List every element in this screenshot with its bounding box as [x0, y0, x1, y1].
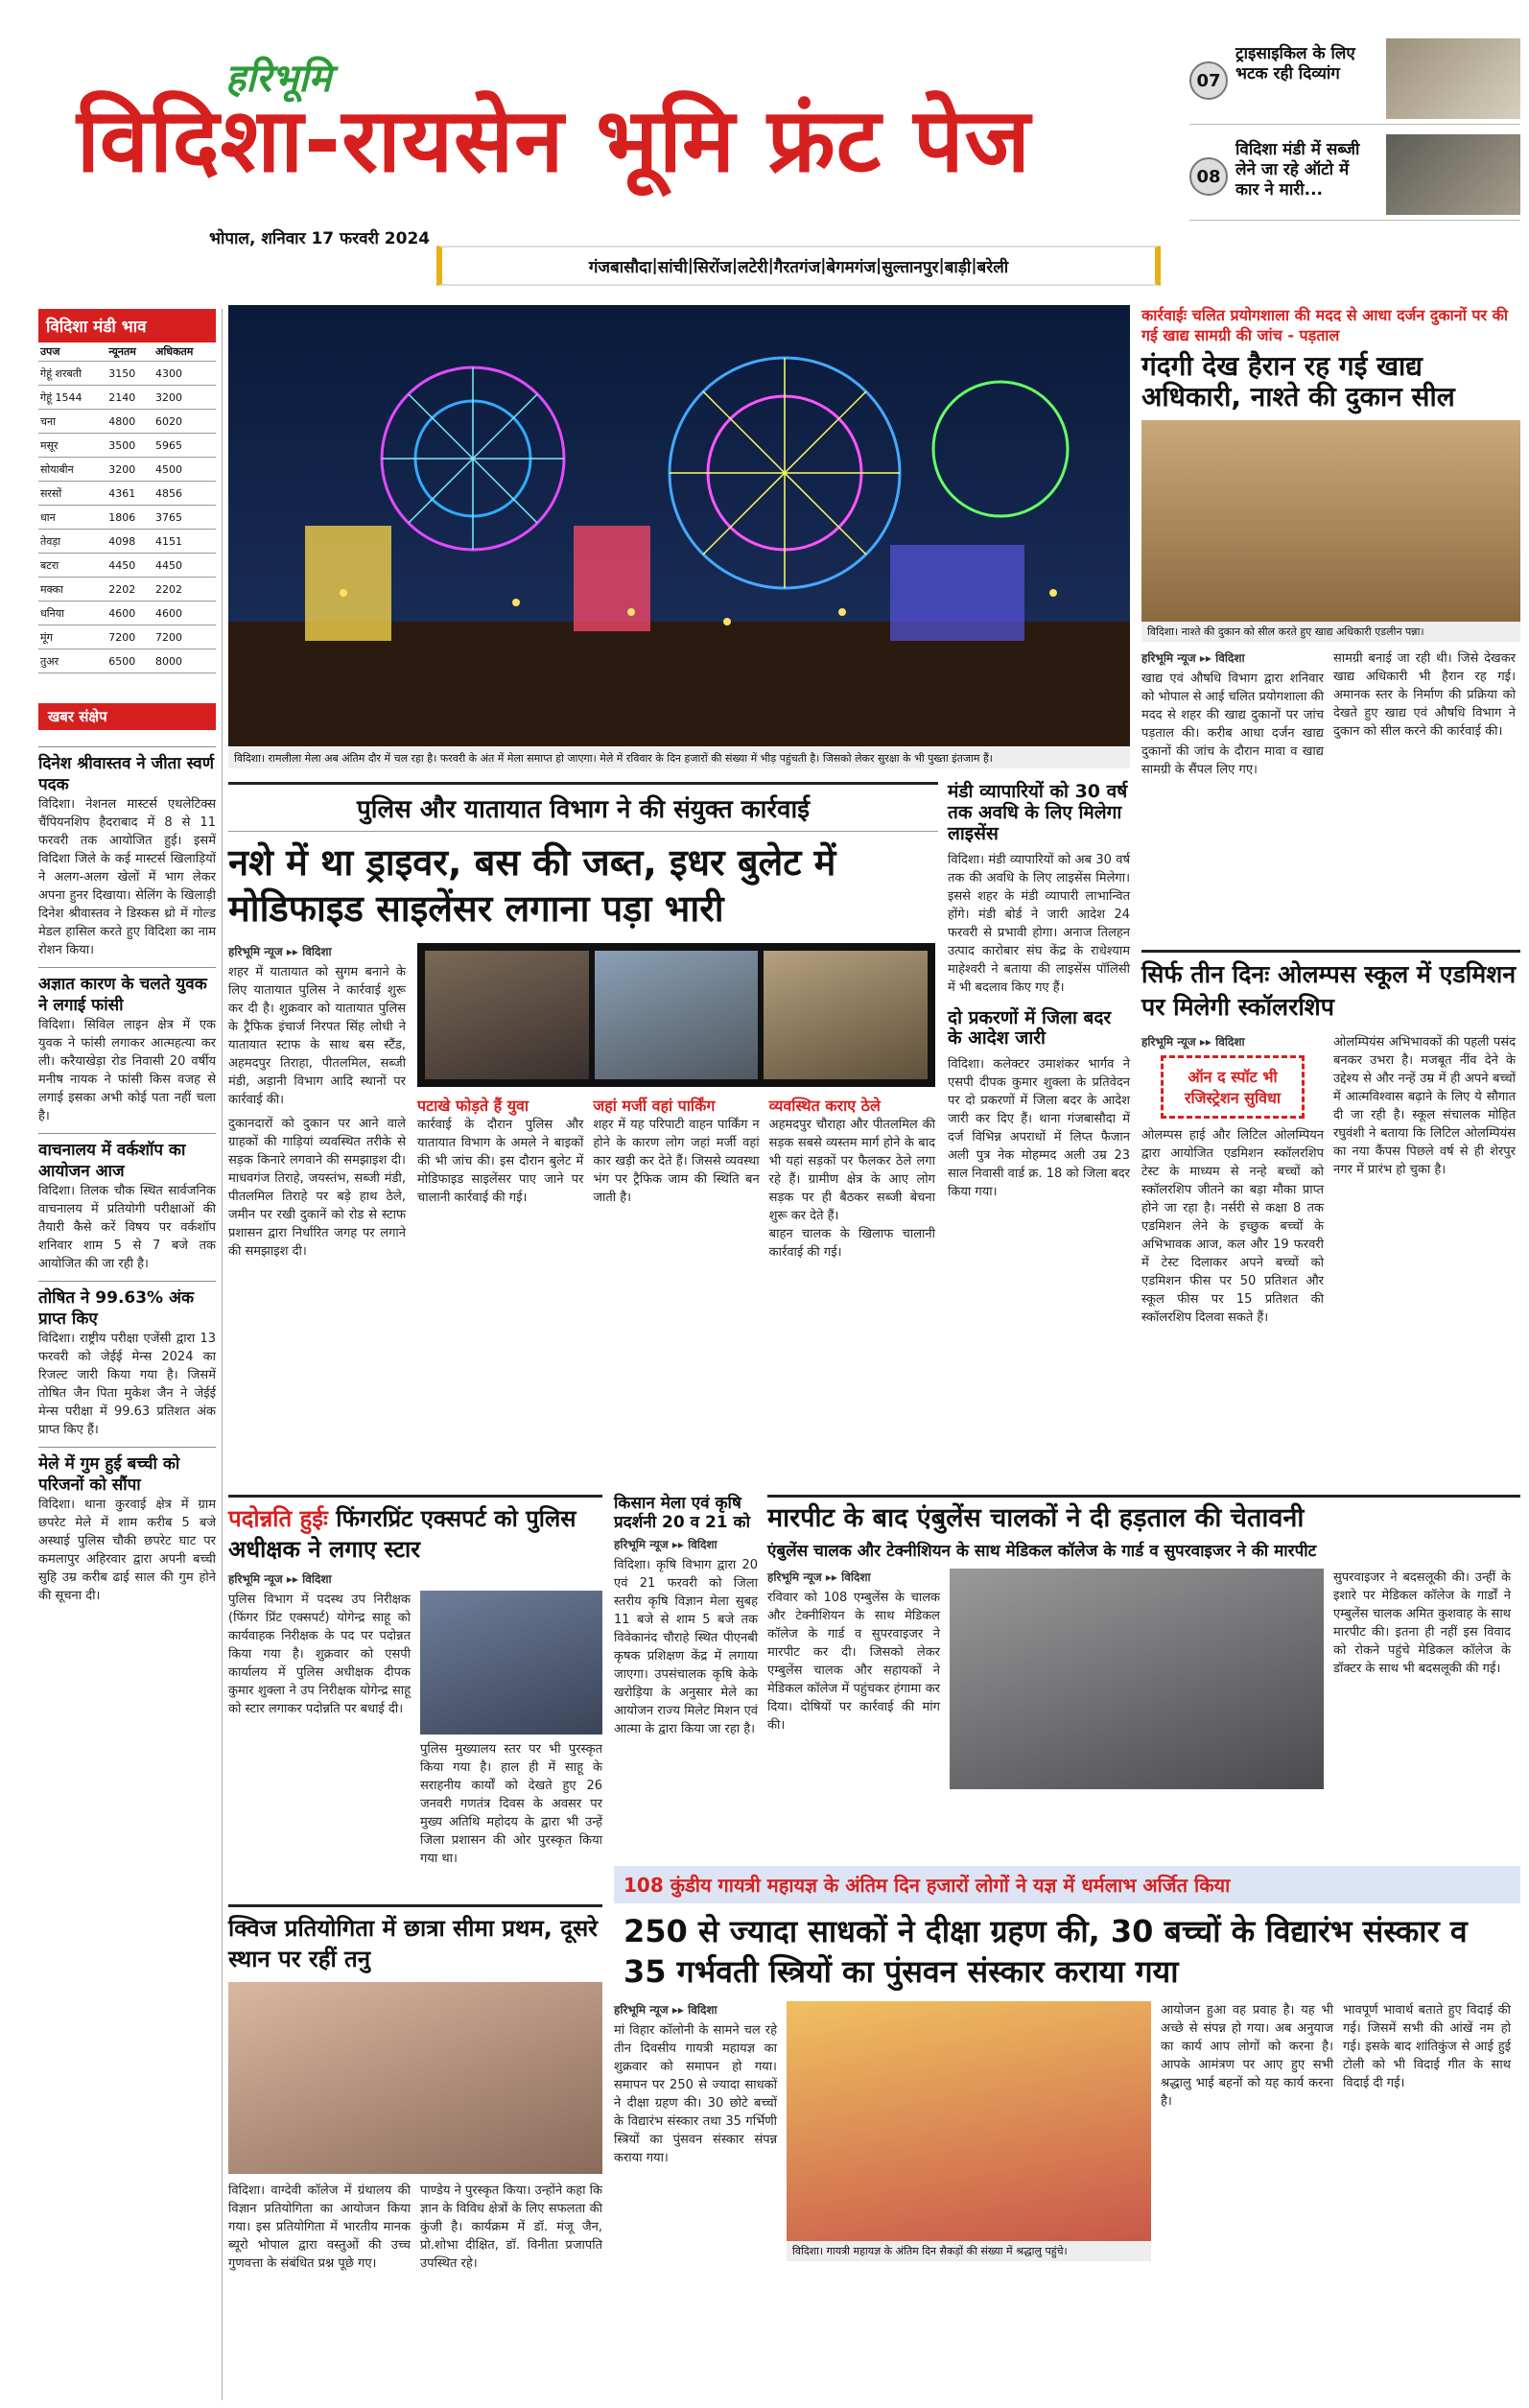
mandi-cell: 1806 [106, 506, 153, 530]
kisan-byline: हरिभूमि न्यूज ▸▸ विदिशा [614, 1538, 717, 1552]
brief-body: विदिशा। सिविल लाइन क्षेत्र में एक युवक ने फांसी लगाकर आत्महत्या कर ली। करैयाखेड़ा रोड निवासी 20 वर्षीय मनीष नायक ने फांसी किस वजह से लगाई इसका अभी कोई पता नहीं चला है। [38, 1018, 216, 1123]
brief-headline: मेले में गुम हुई बच्ची को परिजनों को सौंपा [38, 1447, 216, 1496]
zila-badar-headline: दो प्रकरणों में जिला बदर के आदेश जारी [948, 1006, 1112, 1050]
mandi-header: उपज [38, 342, 106, 362]
nav-separator: | [651, 256, 658, 275]
police-body2: दुकानदारों को दुकान पर आने वाले ग्राहकों की गाड़ियां व्यवस्थित तरीके से सड़क किनारे लगवाने की समझाइश दी। माधवगंज तिराहे, जयस्तंभ, सब्जी मंडी, पीतलमिल तिराहे पर बड़े हाथ ठेले, जमीन पर रखी दुकानें को रोड से स्टाफ प्रशासन द्वारा निर्धारित जगह पर लगाने की समझाइश दी। [228, 1117, 406, 1259]
police-story [228, 782, 938, 1262]
police-tail: बाहन चालक के खिलाफ चालानी कार्रवाई की गई। [768, 1227, 935, 1260]
nav-separator: | [971, 256, 977, 275]
page-title: विदिशा-रायसेन भूमि फ्रंट पेज [77, 89, 1031, 192]
quiz-col1: विदिशा। वाग्देवी कॉलेज में ग्रंथालय की विज्ञान प्रतियोगिता का आयोजन किया गया। इस प्रतियोगिता में भारतीय मानक ब्यूरो भोपाल द्वारा वस्तुओं की उच्च गुणवत्ता के संबंधित प्रश्न पूछे गए। [228, 2184, 411, 2271]
food-kicker: कार्रवाईः चलित प्रयोगशाला की मदद से आधा दर्जन दुकानों पर की गई खाद्य सामग्री की जांच - पड़ताल [1141, 306, 1509, 344]
mandi-cell: 5965 [153, 434, 216, 458]
food-photo [1141, 420, 1520, 622]
ambulance-subhead: एंबुलेंस चालक और टेक्नीशियन के साथ मेडिकल कॉलेज के गार्ड व सुपरवाइजर ने की मारपीट [767, 1542, 1317, 1562]
school-headline: सिर्फ तीन दिनः ओलम्पस स्कूल में एडमिशन पर मिलेगी स्कॉलरशिप [1141, 960, 1517, 1021]
teaser-photo [1386, 38, 1520, 119]
mandi-row [38, 482, 216, 506]
food-headline: गंदगी देख हैरान रह गई खाद्य अधिकारी, नाश्ते की दुकान सील [1141, 350, 1455, 413]
mandi-cell: 4600 [153, 602, 216, 626]
police-photo-1 [425, 951, 589, 1079]
mandi-license-story [948, 782, 1130, 1201]
food-story [1141, 305, 1520, 779]
mandi-row [38, 434, 216, 458]
quiz-story [228, 1904, 602, 2273]
nav-item[interactable]: गंजबासौदा [588, 257, 652, 277]
fingerprint-body: पुलिस विभाग में पदस्थ उप निरीक्षक (फिंगर प्रिंट एक्सपर्ट) योगेन्द्र साहू को कार्यवाहक निरीक्षक के पद पर पदोन्नत किया गया है। शुक्रवार को एसपी कार्यालय में पुलिस अधीक्षक दीपक कुमार शुक्ला ने उप निरीक्षक योगेन्द्र साहू को स्टार लगाकर पदोन्नति पर बधाई दी। [228, 1593, 411, 1716]
mandi-cell: तुअर [38, 649, 106, 673]
nav-separator: | [687, 256, 694, 275]
mandi-cell: धनिया [38, 602, 106, 626]
mandi-row [38, 386, 216, 410]
police-photo-2 [595, 951, 759, 1079]
gayatri-byline: हरिभूमि न्यूज ▸▸ विदिशा [614, 2003, 717, 2017]
mandi-cell: गेहूं 1544 [38, 386, 106, 410]
mandi-cell: 4600 [106, 602, 153, 626]
food-byline: हरिभूमि न्यूज ▸▸ विदिशा [1141, 651, 1245, 666]
mandi-cell: 3150 [106, 362, 153, 386]
brief-headline: अज्ञात कारण के चलते युवक ने लगाई फांसी [38, 967, 216, 1016]
police-sub1-head: पटाखे फोड़ते हैं युवा [417, 1097, 529, 1115]
dateline: भोपाल, शनिवार 17 फरवरी 2024 [209, 229, 431, 248]
brief-headline: तोषित ने 99.63% अंक प्राप्त किए [38, 1281, 216, 1330]
mandi-row [38, 530, 216, 554]
mandi-cell: 6500 [106, 649, 153, 673]
nav-item[interactable]: बरेली [976, 257, 1009, 277]
kisan-body: विदिशा। कृषि विभाग द्वारा 20 एवं 21 फरवरी को जिला स्तरीय कृषि विज्ञान मेला सुबह 11 बजे से शाम 5 बजे तक विवेकानंद चौराहे स्थित पीएनबी कृषक प्रशिक्षण केंद्र में लगाया जाएगा। उपसंचालक कृषि केके खरोड़िया के अनुसार मेले का आयोजन राज्य मिलेट मिशन एवं आत्मा के द्वारा किया जा रहा है। [614, 1558, 758, 1737]
mandi-title: विदिशा मंडी भाव [38, 309, 216, 342]
police-byline: हरिभूमि न्यूज ▸▸ विदिशा [228, 945, 332, 958]
teaser-text: विदिशा मंडी में सब्जी लेने जा रहे ऑटो में कार ने मारी... [1235, 140, 1360, 200]
police-sub3-body: अहमदपुर चौराहा और पीतलमिल की सड़क सबसे व्यस्तम मार्ग होने के बाद भी यहां सड़कों पर फैलकर ठेले लगा रहे हैं। ग्रामीण क्षेत्र के आए लोग सड़क पर ही बैठकर सब्जी बेचना शुरू कर देते हैं। [768, 1118, 935, 1223]
gayatri-caption: विदिशा। गायत्री महायज्ञ के अंतिम दिन सैकड़ों की संख्या में श्रद्धालु पहुंचे। [787, 2241, 1151, 2261]
mandi-row [38, 410, 216, 434]
mandi-cell: 2202 [153, 578, 216, 602]
mandi-cell: 4856 [153, 482, 216, 506]
mandi-cell: 4151 [153, 530, 216, 554]
gayatri-story [614, 1866, 1520, 2261]
school-byline: हरिभूमि न्यूज ▸▸ विदिशा [1141, 1035, 1245, 1049]
mandi-cell: 3200 [106, 458, 153, 482]
nav-separator: | [938, 256, 945, 275]
gayatri-headline: 250 से ज्यादा साधकों ने दीक्षा ग्रहण की, 30 बच्चों के विद्यारंभ संस्कार व 35 गर्भवती स्त्रियों का पुंसवन संस्कार कराया गया [623, 1913, 1468, 1990]
mandi-cell: मूंग [38, 626, 106, 649]
mandi-cell: तेवड़ा [38, 530, 106, 554]
mandi-cell: 2140 [106, 386, 153, 410]
ambulance-photo [950, 1569, 1324, 1789]
teaser-photo [1386, 134, 1520, 215]
brief-headline: वाचनालय में वर्कशॉप का आयोजन आज [38, 1133, 216, 1182]
gayatri-col1: मां विहार कॉलोनी के सामने चल रहे तीन दिवसीय गायत्री महायज्ञ का शुक्रवार को समापन हो गया। समापन पर 250 से ज्यादा साधकों ने दीक्षा ग्रहण की। 30 छोटे बच्चों के विद्यारंभ संस्कार तथा 35 गर्भिणी स्त्रियों का पुंसवन संस्कार संपन्न कराया गया। [614, 2023, 777, 2165]
mandi-row [38, 649, 216, 673]
nav-item[interactable]: सिरोंज [694, 257, 732, 277]
police-sub1-body: कार्रवाई के दौरान पुलिस और यातायात विभाग के अमले ने बाइकों की भी जांच की। इस दौरान बुलेट में मोडिफाइड साइलेंसर पाए जाने पर चालानी कार्रवाई की गई। [417, 1118, 584, 1205]
school-col1: ओलम्पस हाई और लिटिल ओलम्पियन द्वारा आयोजित एडमिशन स्कॉलरशिप टेस्ट के माध्यम से नन्हे बच्चों को स्कॉलरशिप जीतने का बड़ा मौका प्राप्त होने जा रहा है। नर्सरी से कक्षा 8 तक एडमिशन लेने के इच्छुक बच्चों के अभिभावक आज, कल और 19 फरवरी में टेस्ट दिलाकर अपने बच्चों को एडमिशन फीस पर 50 प्रतिशत और स्कूल फीस पर 15 प्रतिशत की स्कॉलरशिप दिलवा सकते हैं। [1141, 1128, 1324, 1325]
mandi-row [38, 626, 216, 649]
mandi-cell: 6020 [153, 410, 216, 434]
mandi-row [38, 362, 216, 386]
nav-item[interactable]: सांची [657, 257, 688, 277]
teaser-number: 08 [1189, 157, 1228, 196]
brief-body: विदिशा। राष्ट्रीय परीक्षा एजेंसी द्वारा 13 फरवरी को जेईई मेन्स 2024 का रिजल्ट जारी किया गया है। जिसमें तोषित जैन पिता मुकेश जैन ने जेईई मेन्स परीक्षा में 99.63 प्रतिशत अंक प्राप्त किए हैं। [38, 1332, 216, 1437]
kisan-story [614, 1495, 758, 1738]
fingerprint-kicker: पदोन्नति हुईः [228, 1505, 328, 1532]
fingerprint-headline: फिंगरप्रिंट एक्सपर्ट को पुलिस अधीक्षक ने लगाए स्टार [228, 1505, 576, 1563]
briefs-label: खबर संक्षेप [38, 703, 216, 730]
nav-separator: | [820, 256, 827, 275]
mandi-cell: सोयाबीन [38, 458, 106, 482]
mandi-row [38, 554, 216, 578]
mandi-cell: 8000 [153, 649, 216, 673]
teaser-text: ट्राइसाइकिल के लिए भटक रही दिव्यांग [1235, 44, 1355, 83]
mandi-row [38, 578, 216, 602]
kisan-headline: किसान मेला एवं कृषि प्रदर्शनी 20 व 21 को [614, 1494, 750, 1532]
mandi-cell: 4450 [106, 554, 153, 578]
mandi-cell: धान [38, 506, 106, 530]
food-col2: सामग्री बनाई जा रही थी। जिसे देखकर खाद्य अधिकारी भी हैरान रह गई। अमानक स्तर के निर्माण की प्रक्रिया को देखते हुए खाद्य एवं औषधि विभाग ने दुकान को सील करने की कार्रवाई की। [1333, 651, 1516, 740]
brief-body: विदिशा। तिलक चौक स्थित सार्वजनिक वाचनालय में प्रतियोगी परीक्षाओं की तैयारी कैसे करें विषय पर वर्कशॉप शनिवार शाम 5 से 7 बजे तक आयोजित की जा रही है। [38, 1184, 216, 1271]
fingerprint-story [228, 1495, 602, 1868]
police-photo-3 [764, 951, 928, 1079]
teaser-1[interactable] [1189, 38, 1520, 125]
ambulance-headline: मारपीट के बाद एंबुलेंस चालकों ने दी हड़ताल की चेतावनी [767, 1503, 1305, 1533]
food-caption: विदिशा। नाश्ते की दुकान को सील करते हुए खाद्य अधिकारी एडलीन पन्ना। [1141, 622, 1520, 642]
gayatri-kicker: 108 कुंडीय गायत्री महायज्ञ के अंतिम दिन हजारों लोगों ने यज्ञ में धर्मलाभ अर्जित किया [614, 1866, 1520, 1903]
mandi-cell: 7200 [153, 626, 216, 649]
zila-badar-body: विदिशा। कलेक्टर उमाशंकर भार्गव ने एसपी दीपक कुमार शुक्ला के प्रतिवेदन पर दो प्रकरणों में जिला बदर के आदेश जारी कर दिए हैं। थाना गंजबासौदा में दर्ज विभिन्न अपराधों में लिप्त फैजान अली पुत्र नेक मोहम्मद अली उम्र 23 साल निवासी वार्ड क्र. 18 को जिला बदर किया गया। [948, 1057, 1130, 1200]
teaser-number: 07 [1189, 61, 1228, 100]
town-nav [436, 246, 1161, 286]
brief-body: विदिशा। नेशनल मास्टर्स एथलेटिक्स चैंपियनशिप हैदराबाद में 8 से 11 फरवरी तक आयोजित हुई। इसमें विदिशा जिले के कई मास्टर्स खिलाड़ियों ने अलग-अलग खेलों में भाग लेकर अपना हुनर दिखाया। सेलिंग के खिलाड़ी दिनेश श्रीवास्तव ने डिस्कस थ्रो में गोल्ड मेडल हासिल करते हुए विदिशा का नाम रोशन किया। [38, 797, 216, 957]
mandi-cell: चना [38, 410, 106, 434]
mandi-row [38, 602, 216, 626]
mandi-header: न्यूनतम [106, 342, 153, 362]
teaser-2[interactable] [1189, 134, 1520, 221]
mandi-cell: 3500 [106, 434, 153, 458]
nav-item[interactable]: बेगमगंज [826, 257, 877, 277]
mandi-cell: 3765 [153, 506, 216, 530]
gayatri-col2: आयोजन हुआ वह प्रवाह है। यह भी अच्छे से संपन्न हो गया। अब अनुयाज का कार्य आप लोगों को करना है। आपके आमंत्रण पर आए हुए सभी श्रद्धालु भाई बहनों को यह कार्य करना है। [1161, 2003, 1333, 2109]
police-sub3-head: व्यवस्थित कराए ठेले [768, 1097, 881, 1115]
mandi-license-body: विदिशा। मंडी व्यापारियों को अब 30 वर्ष तक की अवधि के लिए लाइसेंस मिलेगा। इससे शहर के मंडी व्यापारी लाभान्वित होंगे। मंडी बोर्ड ने जारी आदेश 24 फरवरी से प्रभावी होगा। अनाज तिलहन उत्पाद कारोबार संघ केंद्र के राधेश्याम माहेश्वरी ने बताया की लाइसेंस पॉलिसी में भी बदलाव किए गए हैं। [948, 852, 1130, 995]
mandi-cell: 4098 [106, 530, 153, 554]
quiz-photo [228, 1982, 602, 2174]
registration-badge: ऑन द स्पॉट भी रजिस्ट्रेशन सुविधा [1161, 1055, 1305, 1119]
briefs-column [38, 739, 216, 2398]
mandi-cell: 4300 [153, 362, 216, 386]
police-headline: नशे में था ड्राइवर, बस की जब्त, इधर बुलेट में मोडिफाइड साइलेंसर लगाना पड़ा भारी [228, 841, 836, 930]
mandi-cell: बटरा [38, 554, 106, 578]
mandi-row [38, 458, 216, 482]
ambulance-col2: सुपरवाइजर ने बदसलूकी की। उन्हीं के इशारे पर मेडिकल कॉलेज के गार्डों ने एम्बुलेंस चालक अमित कुशवाह के साथ मारपीट की। इतना ही नहीं इस विवाद को रोकने पहुंचे मेडिकल कॉलेज के डॉक्टर के साथ भी बदसलूकी की गई। [1333, 1570, 1511, 1677]
mandi-cell: मसूर [38, 434, 106, 458]
mandi-cell: 4361 [106, 482, 153, 506]
fair-photo [228, 305, 1130, 746]
nav-item[interactable]: बाड़ी [944, 257, 972, 277]
nav-item[interactable]: लटेरी [738, 257, 768, 277]
nav-separator: | [876, 256, 882, 275]
mandi-table [38, 342, 216, 673]
quiz-col2: पाण्डेय ने पुरस्कृत किया। उन्होंने कहा कि ज्ञान के विविध क्षेत्रों के लिए सफलता की कुंजी है। कार्यक्रम में डॉ. मंजू जैन, प्रो.शोभा दीक्षित, डॉ. विनीता प्रजापति उपस्थित रहे। [420, 2184, 602, 2271]
fair-photo-caption: विदिशा। रामलीला मेला अब अंतिम दौर में चल रहा है। फरवरी के अंत में मेला समाप्त हो जाएगा। मेले में रविवार के दिन हजारों की संख्या में भीड़ पहुंचती है। जिसको लेकर सुरक्षा के भी पुख्ता इंतजाम हैं। [228, 748, 1130, 768]
mandi-license-headline: मंडी व्यापारियों को 30 वर्ष तक अवधि के लिए मिलेगा लाइसेंस [948, 781, 1128, 844]
mandi-row [38, 506, 216, 530]
nav-separator: | [767, 256, 774, 275]
quiz-headline: क्विज प्रतियोगिता में छात्रा सीमा प्रथम, दूसरे स्थान पर रहीं तनु [228, 1915, 599, 1972]
brand-logo: हरिभूमि [225, 57, 332, 101]
mandi-rates-box [38, 309, 216, 673]
mandi-cell: 4800 [106, 410, 153, 434]
fingerprint-body2: पुलिस मुख्यालय स्तर पर भी पुरस्कृत किया गया है। हाल ही में साहू के सराहनीय कार्यों को देखते हुए 26 जनवरी गणतंत्र दिवस के अवसर पर मुख्य अतिथि महोदय के द्वारा भी उन्हें जिला प्रशासन की ओर पुरस्कृत किया गया था। [420, 1742, 602, 1866]
mandi-header: अधिकतम [153, 342, 216, 362]
nav-separator: | [731, 256, 739, 275]
police-sub2-body: शहर में यह परिपाटी वाहन पार्किंग न होने के कारण लोग जहां मर्जी वहां कार खड़ी कर देते हैं। जिससे व्यवस्था भंग पर ट्रैफिक जाम की स्थिति बन जाती है। [593, 1118, 760, 1205]
brief-headline: दिनेश श्रीवास्तव ने जीता स्वर्ण पदक [38, 746, 216, 795]
fingerprint-byline: हरिभूमि न्यूज ▸▸ विदिशा [228, 1572, 332, 1586]
mandi-cell: मक्का [38, 578, 106, 602]
nav-item[interactable]: सुल्तानपुर [882, 257, 939, 277]
fair-photo-drawing [228, 305, 1130, 746]
mandi-cell: 3200 [153, 386, 216, 410]
mandi-cell: 7200 [106, 626, 153, 649]
mandi-cell: 4450 [153, 554, 216, 578]
school-story [1141, 950, 1520, 1327]
mandi-cell: गेहूं शरबती [38, 362, 106, 386]
brief-body: विदिशा। थाना कुरवाई क्षेत्र में ग्राम छपरेट मेले में शाम करीब 5 बजे अस्थाई पुलिस चौकी छपरेट घाट पर कमलापुर अहिरवार द्वारा अपनी बच्ची सुहि उम्र करीब ढाई साल की गुम होने की सूचना दी। [38, 1498, 216, 1603]
ambulance-byline: हरिभूमि न्यूज ▸▸ विदिशा [767, 1570, 871, 1585]
mandi-cell: 2202 [106, 578, 153, 602]
police-body: शहर में यातायात को सुगम बनाने के लिए यातायात पुलिस ने कार्रवाई शुरू कर दी है। शुक्रवार को यातायात पुलिस के ट्रैफिक इंचार्ज निरपत सिंह लोधी ने यातायात स्टाफ के साथ बस स्टैंड, अहमदपुर तिराहा, पीतलमिल, सब्जी मंडी, अड़ानी विभाग आदि स्थानों पर कार्रवाई की। [228, 965, 406, 1107]
mandi-cell: सरसों [38, 482, 106, 506]
gayatri-col3: भावपूर्ण भावार्थ बताते हुए विदाई की गई। जिसमें सभी की आंखें नम हो गई। इसके बाद शांतिकुंज से आई हुई टोली को भी विदाई गीत के साथ विदाई दी गई। [1343, 2003, 1511, 2090]
nav-item[interactable]: गैरतगंज [773, 257, 821, 277]
mandi-cell: 4500 [153, 458, 216, 482]
ambulance-story [767, 1495, 1520, 1789]
food-col1: खाद्य एवं औषधि विभाग द्वारा शनिवार को भोपाल से आई चलित प्रयोगशाला की मदद से शहर की खाद्य दुकानों पर जांच पड़ताल की। करीब आधा दर्जन खाद्य दुकानों की जांच के दौरान मावा व खाद्य सामग्री के सैंपल लिए गए। [1141, 672, 1324, 778]
police-sub2-head: जहां मर्जी वहां पार्किंग [593, 1097, 716, 1115]
gayatri-photo [787, 2001, 1151, 2241]
ambulance-col1: रविवार को 108 एम्बुलेंस के चालक और टेक्नीशियन के साथ मेडिकल कॉलेज के गार्ड व सुपरवाइजर ने मारपीट कर दी। जिसको लेकर एम्बुलेंस चालक और सहायकों ने मेडिकल कॉलेज में पहुंचकर हंगामा कर दिया। दोषियों पर कार्रवाई की मांग की। [767, 1591, 940, 1734]
fingerprint-photo [420, 1591, 602, 1735]
police-kicker: पुलिस और यातायात विभाग ने की संयुक्त कार्रवाई [228, 782, 938, 832]
school-col2: ओलम्पियंस अभिभावकों की पहली पसंद बनकर उभरा है। मजबूत नींव देने के उद्देश्य से और नन्हें उम्र में ही अपने बच्चों में आत्मविश्वास बढ़ाने के लिए ये सौगात दी जा रही है। स्कूल संचालक मोहित रघुवंशी ने बताया कि लिटिल ओलम्पियंस का नया कैंपस पिछले वर्ष से ही शेरपुर नगर में प्रारंभ हो चुका है। [1333, 1035, 1516, 1177]
